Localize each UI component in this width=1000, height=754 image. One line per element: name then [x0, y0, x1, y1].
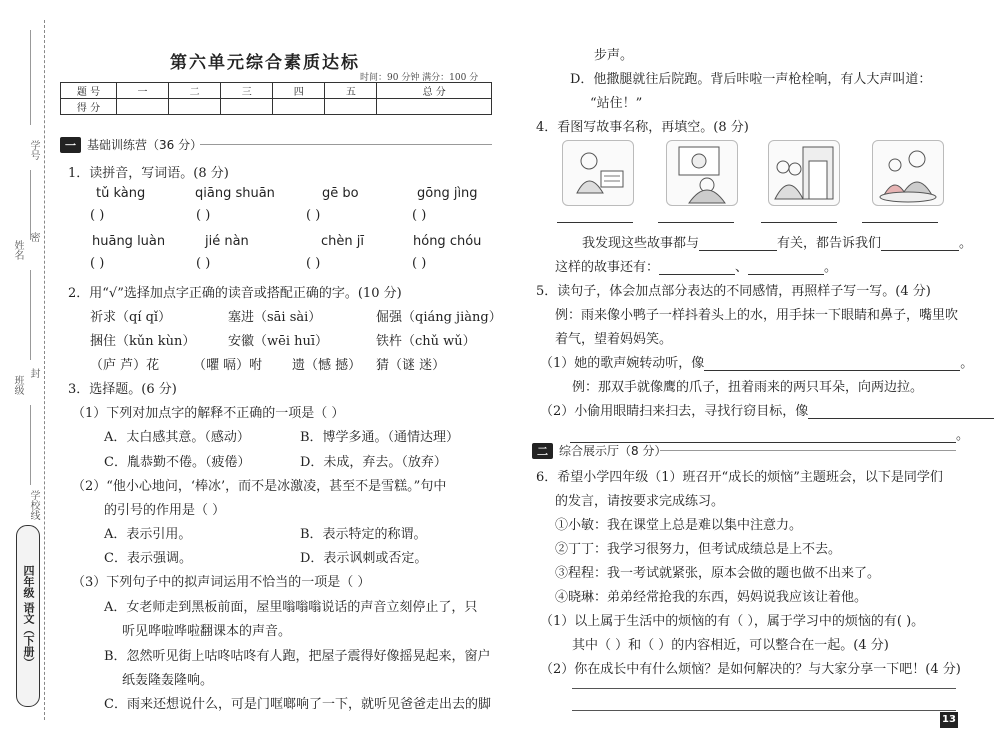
q3-sub2-cont: 的引号的作用是（ ）: [104, 503, 226, 518]
choice-item[interactable]: 捆住（kǔn kùn）: [90, 334, 196, 349]
pinyin-item: chèn jī: [321, 234, 364, 249]
doorway-picture: [768, 140, 840, 206]
option-c[interactable]: C．雨来还想说什么，可是门哐啷响了一下，就听见爸爸走出去的脚: [104, 697, 491, 712]
moon-picture: [666, 140, 738, 206]
option-a-cont: 听见哗啦哗啦翻课本的声音。: [122, 624, 292, 639]
q6-stem: 6．希望小学四年级（1）班召开“成长的烦恼”主题班会，以下是同学们: [536, 470, 943, 485]
score-field[interactable]: [117, 99, 169, 115]
book-badge: 四年级 语文（下册）: [16, 525, 40, 707]
section-number: 一: [60, 137, 81, 153]
option-d[interactable]: D．表示讽刺或否定。: [300, 551, 428, 566]
moon-window-icon: [667, 141, 737, 205]
option-c[interactable]: C．胤恭勤不倦。（疲倦）: [104, 455, 251, 470]
pinyin-item: gōng jìng: [417, 186, 478, 201]
answer-blank[interactable]: ( ): [412, 256, 427, 271]
q4-stem: 4．看图写故事名称，再填空。(8 分): [536, 120, 749, 135]
q5-sub1: [540, 352, 973, 371]
answer-blank[interactable]: ( ): [306, 256, 321, 271]
fill-text: 。: [824, 260, 838, 275]
q1-stem: 1．读拼音，写词语。(8 分): [68, 166, 229, 181]
seal-char: 密: [28, 232, 39, 242]
fill-text: 。: [959, 236, 973, 251]
section-divider: [660, 450, 956, 451]
story-name-blank-4[interactable]: [862, 222, 938, 223]
q6-sub2: （2）你在成长中有什么烦恼？是如何解决的？与大家分享一下吧！(4 分): [540, 662, 961, 677]
choice-item[interactable]: （庐 芦）花: [90, 358, 160, 373]
class-line: [30, 270, 31, 360]
pinyin-item: hóng chóu: [413, 234, 482, 249]
writing-line[interactable]: [572, 710, 956, 711]
fill-blank[interactable]: [881, 250, 959, 251]
table-cell: 题 号: [61, 83, 117, 99]
binding-margin: [0, 0, 52, 754]
q5-example-2: 例：那双手就像鹰的爪子，扭着雨来的两只耳朵，向两边拉。: [572, 380, 924, 395]
q5-sub2-text: （2）小偷用眼睛扫来扫去，寻找行窃目标，像: [540, 404, 809, 419]
list-item: ②丁丁：我学习很努力，但考试成绩总是上不去。: [555, 542, 842, 557]
table-cell: 四: [273, 83, 325, 99]
answer-blank[interactable]: ( ): [306, 208, 321, 223]
answer-blank[interactable]: ( ): [196, 256, 211, 271]
q6-stem-cont: 的发言，请按要求完成练习。: [555, 494, 725, 509]
choice-item[interactable]: 遗（憾 撼）: [292, 358, 362, 373]
score-field[interactable]: [169, 99, 221, 115]
pinyin-item: jié nàn: [205, 234, 249, 249]
fill-blank[interactable]: [659, 274, 735, 275]
q3-sub3: （3）下列句子中的拟声词运用不恰当的一项是（ ）: [72, 575, 371, 590]
answer-blank[interactable]: ( ): [196, 208, 211, 223]
score-field[interactable]: [221, 99, 273, 115]
table-cell: 二: [169, 83, 221, 99]
option-a[interactable]: A．女老师走到黑板前面，屋里嗡嗡嗡说话的声音立刻停止了，只: [104, 600, 478, 615]
q3-sub2: （2）“他小心地问，‘棒冰’，而不是冰激凌，甚至不是雪糕。”句中: [72, 479, 447, 494]
table-cell: 一: [117, 83, 169, 99]
option-d[interactable]: D．他撒腿就往后院跑。背后咔啦一声枪栓响，有人大声叫道：: [570, 72, 932, 87]
story-name-blank-2[interactable]: [658, 222, 734, 223]
school-line: [30, 405, 31, 485]
option-a[interactable]: A．太白感其意。（感动）: [104, 430, 250, 445]
q5-example-1: 例：雨来像小鸭子一样抖着头上的水，用手抹一下眼睛和鼻子，嘴里吹: [555, 308, 959, 323]
q5-example-1-cont: 着气，望着妈妈笑。: [555, 332, 673, 347]
section-title: 基础训练营（36 分）: [87, 138, 203, 152]
fill-blank[interactable]: [699, 250, 777, 251]
list-item: ③程程：我一考试就紧张，原本会做的题也做不出来了。: [555, 566, 881, 581]
answer-blank[interactable]: ( ): [90, 208, 105, 223]
score-table-header-row: [61, 83, 492, 99]
answer-blank[interactable]: ( ): [90, 256, 105, 271]
option-c[interactable]: C．表示强调。: [104, 551, 192, 566]
q6-sub1: （1）以上属于生活中的烦恼的有（ ），属于学习中的烦恼的有( )。: [540, 614, 925, 629]
option-b-cont: 纸轰隆轰隆响。: [122, 673, 214, 688]
section-2-header: [532, 442, 666, 459]
pinyin-item: huāng luàn: [92, 234, 166, 249]
reading-scholar-icon: [563, 141, 633, 205]
section-1-header: [60, 136, 202, 153]
list-item: ④晓琳：弟弟经常抢我的东西，妈妈说我应该让着他。: [555, 590, 868, 605]
q3-stem: 3．选择题。(6 分): [68, 382, 177, 397]
q5-stem: 5．读句子，体会加点部分表达的不同感情，再照样子写一写。(4 分): [536, 284, 931, 299]
q3-sub1: （1）下列对加点字的解释不正确的一项是（ ）: [72, 406, 345, 421]
score-field[interactable]: [273, 99, 325, 115]
table-cell: 五: [325, 83, 377, 99]
name-line: [30, 170, 31, 240]
answer-blank[interactable]: ( ): [412, 208, 427, 223]
school-label: 学校: [28, 490, 39, 510]
old-woman-picture: [872, 140, 944, 206]
table-cell: 三: [221, 83, 273, 99]
q4-fill-line-1: [582, 232, 972, 251]
option-b[interactable]: B．忽然听见街上咕咚咕咚有人跑，把屋子震得好像摇晃起来，窗户: [104, 649, 491, 664]
q2-stem: 2．用“√”选择加点字正确的读音或搭配正确的字。(10 分): [68, 286, 402, 301]
student-no-label: 学号: [28, 140, 39, 160]
name-label: 姓名: [12, 240, 23, 260]
score-field[interactable]: [377, 99, 492, 115]
student-no-line: [30, 30, 31, 125]
q5-sub2-line2: [570, 424, 969, 443]
doorway-icon: [769, 141, 839, 205]
binding-dashed-line: [44, 20, 45, 720]
fill-text: 、: [735, 260, 749, 275]
section-title: 综合展示厅（8 分）: [559, 444, 667, 458]
period: 。: [956, 428, 970, 443]
q5-sub2-blank[interactable]: [808, 418, 994, 419]
class-label: 班级: [12, 375, 23, 395]
section-number: 二: [532, 443, 553, 459]
section-divider: [200, 144, 492, 145]
story-name-blank-3[interactable]: [761, 222, 837, 223]
seal-char-2: 封: [28, 368, 39, 378]
fill-text: 有关，都告诉我们: [777, 236, 882, 251]
option-d[interactable]: D．未成，弃去。（放弃）: [300, 455, 447, 470]
option-a[interactable]: A．表示引用。: [104, 527, 192, 542]
q4-fill-line-2: [555, 256, 837, 275]
exam-meta: 时间：90 分钟 满分：100 分: [360, 73, 479, 83]
fill-blank[interactable]: [748, 274, 824, 275]
option-b[interactable]: B．博学多通。（通情达理）: [300, 430, 460, 445]
fill-text: 我发现这些故事都与: [582, 236, 700, 251]
q5-sub2: [540, 400, 994, 419]
page-number: 13: [940, 712, 958, 728]
choice-item[interactable]: 猜（谜 迷）: [376, 358, 446, 373]
choice-item[interactable]: 安徽（wēi huī）: [228, 334, 329, 349]
q5-sub1-text: （1）她的歌声婉转动听，像: [540, 356, 705, 371]
score-table: [60, 82, 492, 115]
choice-item[interactable]: 祈求（qí qǐ）: [90, 310, 172, 325]
seal-char-3: 线: [28, 510, 39, 520]
fill-text: 这样的故事还有：: [555, 260, 660, 275]
list-item: ①小敏：我在课堂上总是难以集中注意力。: [555, 518, 803, 533]
table-cell: 总 分: [377, 83, 492, 99]
q5-sub1-blank[interactable]: [704, 370, 960, 371]
table-cell: 得 分: [61, 99, 117, 115]
option-d-cont: “站住！”: [590, 96, 643, 111]
choice-item[interactable]: （㘗 嗝）咐: [193, 358, 263, 373]
writing-line[interactable]: [572, 688, 956, 689]
choice-item[interactable]: 倔强（qiáng jiàng）: [376, 310, 502, 325]
option-b[interactable]: B．表示特定的称谓。: [300, 527, 427, 542]
choice-item[interactable]: 塞进（sāi sài）: [228, 310, 322, 325]
story-name-blank-1[interactable]: [557, 222, 633, 223]
score-table-score-row: [61, 99, 492, 115]
page-title: 第六单元综合素质达标: [170, 53, 360, 73]
period: 。: [960, 356, 974, 371]
q6-sub1-cont: 其中（ ）和（ ）的内容相近，可以整合在一起。(4 分): [572, 638, 889, 653]
pinyin-item: gē bo: [322, 186, 359, 201]
option-c-cont: 步声。: [594, 48, 634, 63]
pinyin-item: qiāng shuān: [195, 186, 275, 201]
pinyin-item: tǔ kàng: [96, 186, 146, 201]
score-field[interactable]: [325, 99, 377, 115]
choice-item[interactable]: 铁杵（chǔ wǔ）: [376, 334, 476, 349]
old-woman-icon: [873, 141, 943, 205]
reading-scholar-picture: [562, 140, 634, 206]
